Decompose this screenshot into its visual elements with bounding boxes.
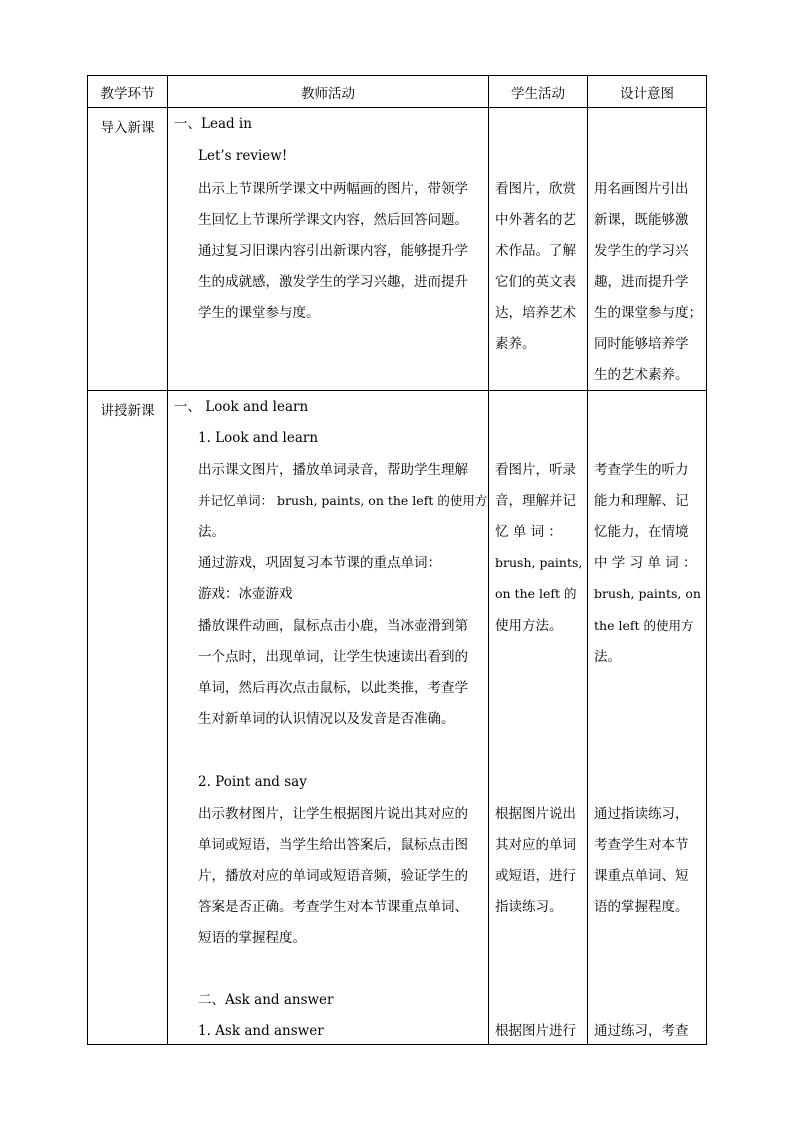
text-line: 或短语，进行 bbox=[495, 868, 576, 884]
student-activity-cell bbox=[489, 391, 588, 1045]
lesson-plan-table bbox=[87, 75, 707, 1045]
text-line: 生回忆上节课所学课文内容，然后回答问题。 bbox=[198, 212, 468, 228]
text-line: 能力和理解、记 bbox=[594, 493, 689, 509]
text-line: 答案是否正确。考查学生对本节课重点单词、 bbox=[198, 899, 468, 915]
text-line: 游戏：冰壶游戏 bbox=[198, 586, 293, 602]
subsection-heading: 2. Point and say bbox=[198, 774, 307, 790]
student-activity-cell bbox=[489, 108, 588, 391]
text-line: 使用方法。 bbox=[495, 618, 563, 634]
text-line: 忆能力，在情境 bbox=[594, 524, 689, 540]
text-line: 根据图片进行 bbox=[495, 1023, 576, 1039]
text-line: 通过指读练习， bbox=[594, 806, 689, 822]
header-row bbox=[88, 76, 707, 108]
text-line: 考查学生的听力 bbox=[594, 462, 689, 478]
table-row bbox=[88, 108, 707, 391]
stage-cell bbox=[88, 391, 168, 1045]
section-heading: 一、 Look and learn bbox=[174, 399, 309, 415]
text-line: 生对新单词的认识情况以及发音是否准确。 bbox=[198, 711, 455, 727]
text-line: 中外著名的艺 bbox=[495, 212, 576, 228]
text-line: 出示教材图片，让学生根据图片说出其对应的 bbox=[198, 806, 468, 822]
text-line: 通过练习，考查 bbox=[594, 1023, 689, 1039]
text-line: 生的课堂参与度； bbox=[594, 305, 702, 321]
text-line: 考查学生对本节 bbox=[594, 837, 689, 853]
text-line: 生的艺术素养。 bbox=[594, 367, 689, 383]
text-line: on the left 的 bbox=[495, 586, 577, 601]
text-line: 忆 单 词 ： bbox=[495, 524, 562, 540]
table-row bbox=[88, 391, 707, 1045]
subsection-heading: 1. Ask and answer bbox=[198, 1023, 324, 1039]
text-line: 通过复习旧课内容引出新课内容，能够提升学 bbox=[198, 243, 468, 259]
stage-cell bbox=[88, 108, 168, 391]
text-line: 片，播放对应的单词或短语音频，验证学生的 bbox=[198, 868, 468, 884]
text-line: 生的成就感，激发学生的学习兴趣，进而提升 bbox=[198, 274, 468, 290]
text-line: 用名画图片引出 bbox=[594, 181, 689, 197]
text-line: 同时能够培养学 bbox=[594, 336, 689, 352]
text-line: 单词或短语，当学生给出答案后，鼠标点击图 bbox=[198, 837, 468, 853]
text-line: 通过游戏，巩固复习本节课的重点单词： bbox=[198, 555, 441, 571]
text-line: 音，理解并记 bbox=[495, 493, 576, 509]
text-line: 法。 bbox=[594, 649, 621, 665]
text-line: 达，培养艺术 bbox=[495, 305, 576, 321]
text-line: 看图片，听录 bbox=[495, 462, 576, 478]
text-line: the left 的使用方 bbox=[594, 618, 694, 633]
text-line: 术作品。了解 bbox=[495, 243, 576, 259]
stage-label: 导入新课 bbox=[100, 120, 155, 136]
stage-label: 讲授新课 bbox=[100, 403, 155, 419]
text-line: 法。 bbox=[198, 524, 225, 540]
text-line: 素养。 bbox=[495, 336, 536, 352]
text-line: 课重点单词、短 bbox=[594, 868, 689, 884]
teacher-activity-cell bbox=[168, 391, 489, 1045]
text-line: 短语的掌握程度。 bbox=[198, 930, 306, 946]
text-line: 它们的英文表 bbox=[495, 274, 576, 290]
text-line: brush, paints, bbox=[495, 555, 583, 570]
text-line: 出示上节课所学课文中两幅画的图片，带领学 bbox=[198, 181, 468, 197]
text-line: brush, paints, on bbox=[594, 586, 701, 601]
text-line: 趣，进而提升学 bbox=[594, 274, 689, 290]
text-line: 根据图片说出 bbox=[495, 806, 576, 822]
text-line: 一个点时，出现单词，让学生快速读出看到的 bbox=[198, 649, 468, 665]
text-line: 并记忆单词： brush, paints, on the left 的使用方 bbox=[198, 493, 488, 508]
design-intent-cell bbox=[588, 391, 707, 1045]
text-line: 学生的课堂参与度。 bbox=[198, 305, 320, 321]
text-line: Let’s review! bbox=[198, 148, 288, 164]
text-line: 语的掌握程度。 bbox=[594, 899, 689, 915]
header-student-activity: 学生活动 bbox=[489, 76, 588, 108]
header-design-intent: 设计意图 bbox=[588, 76, 707, 108]
header-stage: 教学环节 bbox=[88, 76, 168, 108]
section-heading: 二、Ask and answer bbox=[198, 992, 334, 1008]
header-teacher-activity: 教师活动 bbox=[168, 76, 489, 108]
text-line: 发学生的学习兴 bbox=[594, 243, 689, 259]
text-line: 中 学 习 单 词 ： bbox=[594, 555, 697, 571]
text-line: 看图片，欣赏 bbox=[495, 181, 576, 197]
text-line: 指读练习。 bbox=[495, 899, 563, 915]
section-heading: 一、Lead in bbox=[174, 116, 252, 132]
text-line: 新课，既能够激 bbox=[594, 212, 689, 228]
text-line: 其对应的单词 bbox=[495, 837, 576, 853]
teacher-activity-cell bbox=[168, 108, 489, 391]
text-line: 单词，然后再次点击鼠标，以此类推，考查学 bbox=[198, 680, 468, 696]
text-line: 播放课件动画，鼠标点击小鹿，当冰壶滑到第 bbox=[198, 618, 468, 634]
subsection-heading: 1. Look and learn bbox=[198, 430, 319, 446]
design-intent-cell bbox=[588, 108, 707, 391]
text-line: 出示课文图片，播放单词录音，帮助学生理解 bbox=[198, 462, 468, 478]
